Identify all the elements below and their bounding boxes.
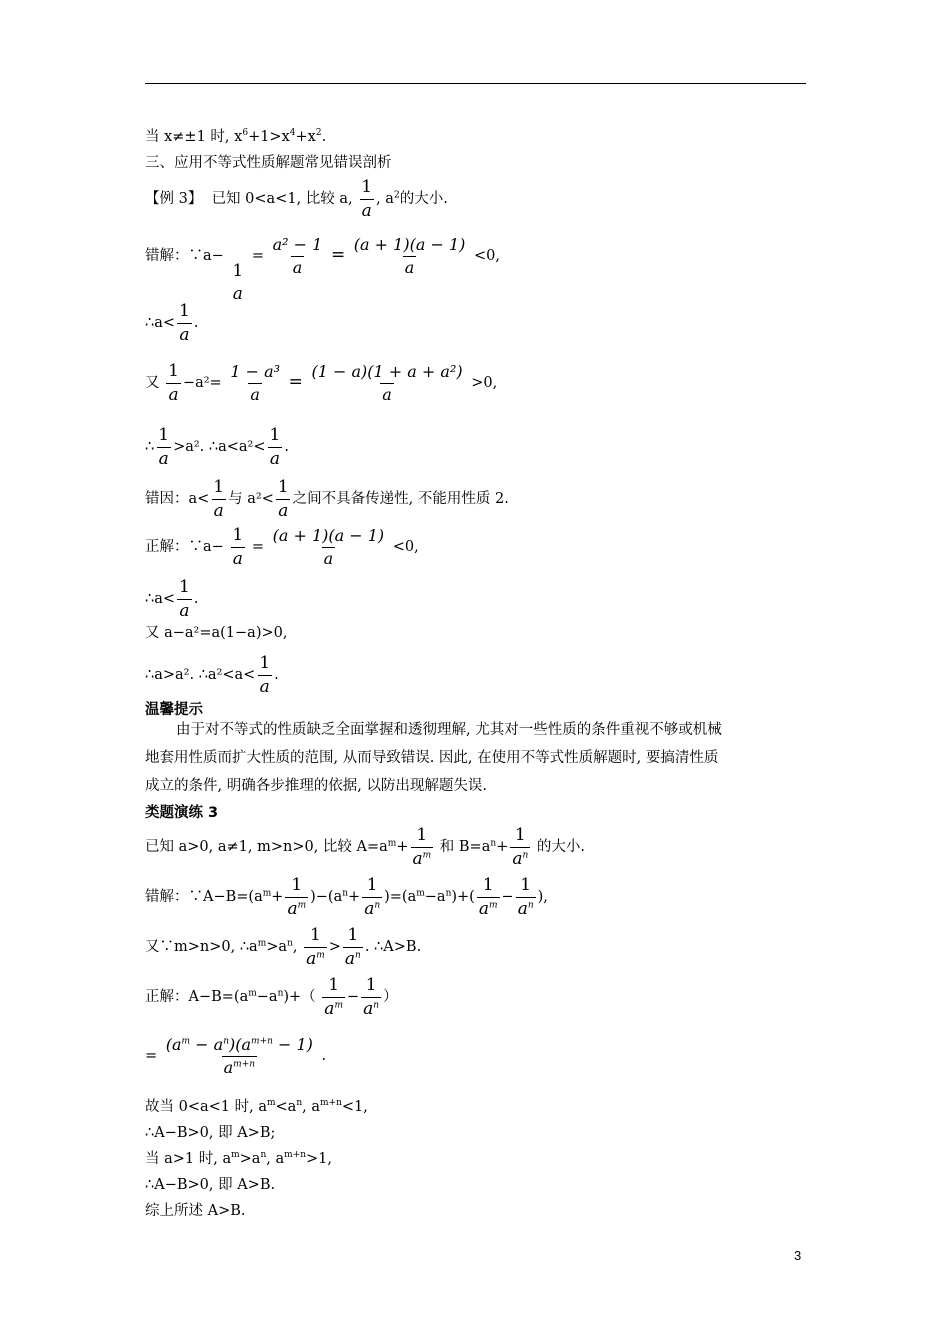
page-number: 3	[794, 1248, 802, 1263]
tip-paragraph-line: 地套用性质而扩大性质的范围, 从而导致错误. 因此, 在使用不等式性质解题时, 要搞清性质	[145, 750, 719, 766]
tip-paragraph-line: 成立的条件, 明确各步推理的依据, 以防出现解题失误.	[145, 778, 488, 794]
correct-solution-line: 正解：∵a− $\frac{1}{a}$ = $\frac{(a + 1)(a - 1)}{a}$ <0,	[145, 525, 419, 569]
error-cause-line: 错因：a< $\frac{1}{a}$ 与 a²< $\frac{1}{a}$ 之间不具备传递性, 不能用性质 2.	[145, 477, 509, 521]
practice-wrong-solution: 错解：$\because A-B=(a^m+$ $\frac{1}{a^m}$ )$-(a^n+$ $\frac{1}{a^n}$ )$=(a^m-a^n)+$( $\frac{1}{a^m}$ − $\frac{1}{a^n}$ ),	[145, 875, 548, 919]
conclusion-line: 综上所述 A>B.	[145, 1203, 246, 1219]
header-rule	[145, 83, 806, 84]
again-line-2: 又 a−a²=a(1−a)>0,	[145, 625, 288, 641]
conclusion-line: 当 a>1 时, $a^m>a^n$, $a^{m+n}>1$,	[145, 1150, 332, 1167]
practice-title: 类题演练 3	[145, 805, 219, 821]
tip-paragraph-line: 由于对不等式的性质缺乏全面掌握和透彻理解, 尤其对一些性质的条件重视不够或机械	[176, 722, 722, 738]
final-line: ∴a>a². ∴a²<a< $\frac{1}{a}$ .	[145, 653, 279, 697]
practice-correct-line-2: = $\frac{(a^m - a^n)(a^{m+n} - 1)}{a^{m+n}}$ .	[145, 1035, 327, 1077]
practice-problem: 已知 a>0, a≠1, m>n>0, 比较 $A=a^m+$ $\frac{1}{a^m}$ 和 $B=a^n+$ $\frac{1}{a^n}$ 的大小.	[145, 825, 585, 869]
therefore-line-2: ∴ $\frac{1}{a}$ >a². ∴a<a²< $\frac{1}{a}$ .	[145, 425, 289, 469]
text-line: 当 x≠±1 时, $x^6+1>x^4+x^2$.	[145, 128, 327, 145]
conclusion-line: ∴A−B>0, 即 A>B.	[145, 1177, 276, 1193]
conclusion-line: 故当 0<a<1 时, $a^m<a^n$, $a^{m+n}<1$,	[145, 1098, 368, 1115]
conclusion-line: ∴A−B>0, 即 A>B;	[145, 1125, 276, 1141]
section-heading: 三、应用不等式性质解题常见错误剖析	[145, 155, 392, 171]
therefore-line-3: ∴a< $\frac{1}{a}$ .	[145, 577, 199, 621]
again-line: 又 $\frac{1}{a}$ −a²= $\frac{\text{1 − a³}}{a}$ = $\frac{\text{(1 − a)(1 + a + a²)}}{a}$ >0,	[145, 361, 498, 405]
practice-correct-solution: 正解：$A-B=(a^m-a^n)+$（ $\frac{1}{a^m}$ − $\frac{1}{a^n}$ ）	[145, 975, 398, 1019]
tip-title: 温馨提示	[145, 702, 203, 718]
example-3: 【例 3】 已知 0<a<1, 比较 a, $\frac{1}{a}$ , $a^2$的大小.	[145, 177, 448, 221]
practice-wrong-line-2: 又∵m>n>0, $\therefore a^m>a^n$, $\frac{1}{a^m}$ > $\frac{1}{a^n}$ . ∴A>B.	[145, 925, 422, 969]
therefore-line: ∴a< $\frac{1}{a}$ .	[145, 301, 199, 345]
wrong-solution-line: 错解：∵a− 1 a = $\frac{\text{a² − 1}}{a}$ = $\frac{(a + 1)(a - 1)}{a}$ <0,	[145, 235, 500, 304]
